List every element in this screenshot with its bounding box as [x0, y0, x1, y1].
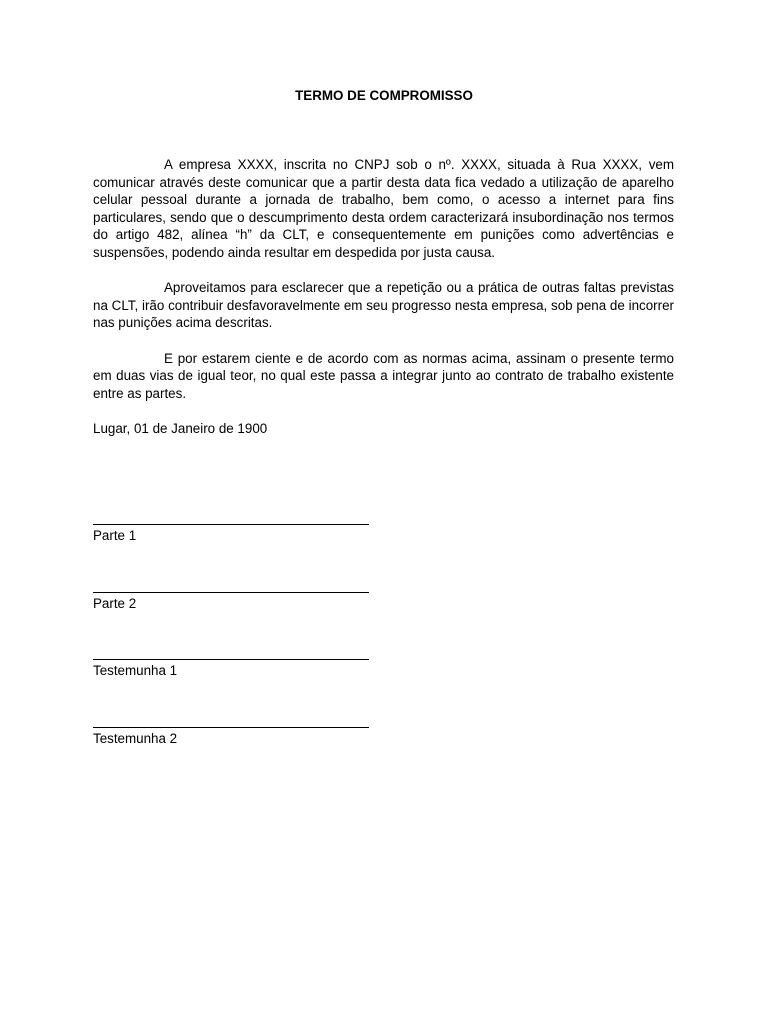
signature-line: [93, 727, 369, 728]
signature-block-testemunha-1: [93, 659, 393, 712]
date-line: Lugar, 01 de Janeiro de 1900: [93, 420, 268, 436]
signature-line: [93, 592, 369, 593]
paragraph-notice: A empresa XXXX, inscrita no CNPJ sob o nº. XXXX, situada à Rua XXXX, vem comunicar através deste comunicar que a partir desta data fica vedado a utilização de aparelho celular pessoal durante a jornada de trabalho, bem como, o acesso a internet para fins particulares, sendo que o descumprimento desta ordem caracterizará insubordinação nos termos do artigo 482, alínea “h” da CLT, e consequentemente em punições como advertências e suspensões, podendo ainda resultar em despedida por justa causa.: [93, 157, 674, 260]
paragraph-clarification: Aproveitamos para esclarecer que a repetição ou a prática de outras faltas previstas na CLT, irão contribuir desfavoravelmente em seu progresso nesta empresa, sob pena de incorrer nas punições acima descritas.: [93, 280, 674, 331]
signature-label: Testemunha 2: [93, 730, 178, 746]
signature-label: Parte 2: [93, 595, 137, 611]
signature-block-testemunha-2: [93, 727, 393, 780]
signature-section: [93, 509, 393, 779]
signature-line: [93, 524, 369, 525]
document-body: [93, 156, 674, 438]
signature-label: Testemunha 1: [93, 663, 178, 678]
document-title: TERMO DE COMPROMISSO: [295, 88, 473, 103]
signature-line: [93, 659, 369, 660]
paragraph-agreement: E por estarem ciente e de acordo com as normas acima, assinam o presente termo em duas vias de igual teor, no qual este passa a integrar junto ao contrato de trabalho existente entre as partes.: [93, 350, 674, 401]
signature-block-parte-1: [93, 524, 393, 577]
signature-label: Parte 1: [93, 528, 137, 543]
signature-block-parte-2: [93, 592, 393, 645]
